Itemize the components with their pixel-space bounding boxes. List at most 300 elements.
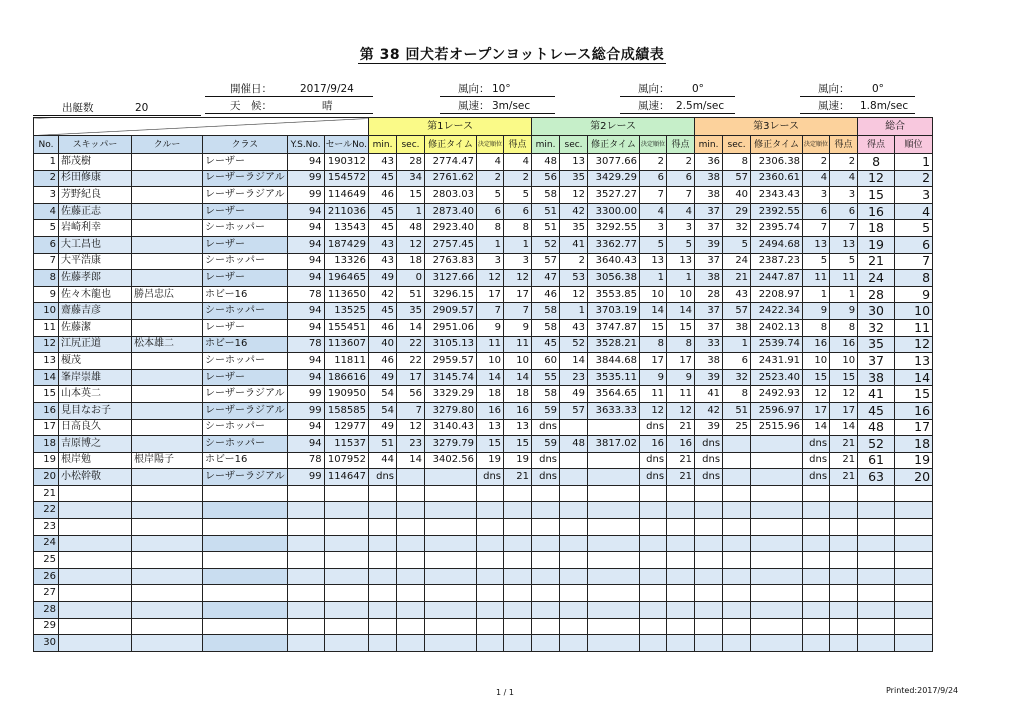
cell-crew (132, 187, 203, 204)
cell-crew (132, 535, 203, 552)
cell-r1-min: 54 (369, 402, 397, 419)
cell-sail (324, 568, 368, 585)
cell-no: 17 (34, 419, 59, 436)
cell-r3-min: dns (695, 436, 723, 453)
table-row (34, 568, 933, 585)
cell-place (895, 552, 933, 569)
cell-r3-rank: dns (803, 452, 830, 469)
cell-r2-points: 14 (667, 303, 695, 320)
race1-wind-speed: 3m/sec (492, 100, 531, 112)
cell-r1-corrected: 3145.74 (425, 369, 477, 386)
cell-r1-corrected: 2923.40 (425, 220, 477, 237)
cell-r1-corrected (425, 469, 477, 486)
cell-r1-points: 6 (504, 203, 532, 220)
cell-skipper: 佐々木龍也 (59, 286, 132, 303)
cell-sail: 187429 (324, 236, 368, 253)
cell-r1-sec: 34 (397, 170, 425, 187)
col-ys: Y.S.No. (287, 136, 324, 154)
cell-no: 21 (34, 485, 59, 502)
cell-sail (324, 485, 368, 502)
cell-r2-rank: dns (640, 469, 667, 486)
cell-crew (132, 303, 203, 320)
table-row (34, 203, 933, 220)
cell-sail: 196465 (324, 270, 368, 287)
cell-r1-rank: 10 (477, 353, 504, 370)
cell-r3-points: 8 (830, 319, 858, 336)
cell-r1-rank: 9 (477, 319, 504, 336)
cell-r3-sec: 57 (723, 303, 751, 320)
cell-r1-corrected: 2873.40 (425, 203, 477, 220)
cell-r1-points (504, 535, 532, 552)
cell-place (895, 635, 933, 652)
overall-header: 総合 (858, 118, 933, 136)
cell-r2-points (667, 568, 695, 585)
cell-r1-points: 7 (504, 303, 532, 320)
cell-r2-sec (560, 535, 588, 552)
cell-ys: 94 (287, 353, 324, 370)
cell-skipper (59, 585, 132, 602)
cell-r1-min: 42 (369, 286, 397, 303)
cell-skipper: 岩崎利幸 (59, 220, 132, 237)
cell-class: レーザー (203, 319, 288, 336)
date-label: 開催日： (230, 83, 272, 95)
cell-r3-rank: 15 (803, 369, 830, 386)
cell-no: 5 (34, 220, 59, 237)
cell-r1-min (369, 635, 397, 652)
cell-r3-sec (723, 436, 751, 453)
cell-no: 25 (34, 552, 59, 569)
cell-r1-rank: 14 (477, 369, 504, 386)
cell-class: レーザー (203, 369, 288, 386)
cell-sail: 190312 (324, 154, 368, 171)
col-no: No. (34, 136, 59, 154)
cell-r3-sec: 6 (723, 353, 751, 370)
cell-r3-min (695, 535, 723, 552)
cell-crew (132, 502, 203, 519)
cell-r1-sec (397, 585, 425, 602)
cell-r3-points: 17 (830, 402, 858, 419)
results-table (33, 117, 933, 652)
cell-class: レーザーラジアル (203, 402, 288, 419)
cell-r3-rank (803, 535, 830, 552)
cell-r3-sec: 38 (723, 319, 751, 336)
cell-r3-points: 4 (830, 170, 858, 187)
cell-r3-corrected: 2387.23 (751, 253, 803, 270)
cell-r2-min (532, 485, 560, 502)
cell-r1-corrected: 2763.83 (425, 253, 477, 270)
table-row (34, 535, 933, 552)
race2-wind-dir-label: 風向： (638, 83, 670, 95)
cell-r1-min (369, 552, 397, 569)
cell-no: 22 (34, 502, 59, 519)
cell-ys: 94 (287, 220, 324, 237)
cell-r2-corrected (588, 585, 640, 602)
cell-r3-rank: dns (803, 436, 830, 453)
cell-r2-points: 15 (667, 319, 695, 336)
cell-sail: 13543 (324, 220, 368, 237)
cell-r1-min: 44 (369, 452, 397, 469)
cell-r1-rank: 11 (477, 336, 504, 353)
cell-ys (287, 618, 324, 635)
cell-r2-rank: 3 (640, 220, 667, 237)
cell-ys (287, 552, 324, 569)
cell-r3-corrected (751, 436, 803, 453)
cell-r3-min: 39 (695, 369, 723, 386)
cell-r1-corrected (425, 552, 477, 569)
cell-no: 26 (34, 568, 59, 585)
cell-crew (132, 419, 203, 436)
cell-skipper: 吉原博之 (59, 436, 132, 453)
cell-r2-sec: 35 (560, 170, 588, 187)
cell-r1-rank (477, 602, 504, 619)
cell-r2-points (667, 502, 695, 519)
cell-r1-sec (397, 502, 425, 519)
cell-r3-corrected (751, 602, 803, 619)
cell-r3-corrected: 2539.74 (751, 336, 803, 353)
cell-r1-points: 5 (504, 187, 532, 204)
cell-r3-min: 37 (695, 220, 723, 237)
cell-r3-min: 38 (695, 187, 723, 204)
cell-total-points: 28 (858, 286, 895, 303)
table-row (34, 220, 933, 237)
cell-r1-points: 9 (504, 319, 532, 336)
cell-place: 12 (895, 336, 933, 353)
cell-r3-rank (803, 485, 830, 502)
cell-r1-rank: 19 (477, 452, 504, 469)
cell-r3-min: dns (695, 452, 723, 469)
cell-r1-corrected: 3140.43 (425, 419, 477, 436)
race3-wind-dir: 0° (872, 83, 884, 95)
cell-r3-min (695, 585, 723, 602)
cell-ys: 99 (287, 469, 324, 486)
cell-r3-corrected (751, 485, 803, 502)
cell-r2-min: 58 (532, 319, 560, 336)
col-r3-min: min. (695, 136, 723, 154)
cell-r1-corrected: 2909.57 (425, 303, 477, 320)
cell-r1-sec: 22 (397, 353, 425, 370)
cell-r3-min: 39 (695, 236, 723, 253)
cell-skipper (59, 602, 132, 619)
cell-r3-rank (803, 635, 830, 652)
cell-sail: 107952 (324, 452, 368, 469)
cell-r2-points (667, 618, 695, 635)
cell-r3-rank: 1 (803, 286, 830, 303)
cell-r1-rank (477, 485, 504, 502)
cell-r2-rank: 9 (640, 369, 667, 386)
cell-r1-points: 3 (504, 253, 532, 270)
cell-sail: 211036 (324, 203, 368, 220)
cell-r3-corrected: 2306.38 (751, 154, 803, 171)
cell-total-points: 32 (858, 319, 895, 336)
cell-r2-min (532, 502, 560, 519)
table-row (34, 187, 933, 204)
cell-total-points: 38 (858, 369, 895, 386)
cell-r2-min: dns (532, 452, 560, 469)
cell-r3-min: 36 (695, 154, 723, 171)
cell-r2-rank: 5 (640, 236, 667, 253)
cell-r3-corrected (751, 618, 803, 635)
cell-r2-min (532, 602, 560, 619)
cell-r1-min: 45 (369, 203, 397, 220)
cell-sail: 114647 (324, 469, 368, 486)
cell-r1-sec (397, 602, 425, 619)
cell-r3-rank (803, 519, 830, 536)
cell-r2-corrected: 3077.66 (588, 154, 640, 171)
cell-no: 6 (34, 236, 59, 253)
cell-r1-rank: 13 (477, 419, 504, 436)
cell-r1-min (369, 519, 397, 536)
cell-r2-corrected (588, 419, 640, 436)
cell-total-points: 48 (858, 419, 895, 436)
cell-r3-sec: 57 (723, 170, 751, 187)
cell-total-points: 35 (858, 336, 895, 353)
cell-place: 13 (895, 353, 933, 370)
cell-r3-points (830, 502, 858, 519)
col-skipper: スキッパー (59, 136, 132, 154)
cell-r1-corrected: 3402.56 (425, 452, 477, 469)
cell-r1-sec: 56 (397, 386, 425, 403)
cell-r3-min: 37 (695, 253, 723, 270)
cell-r3-corrected: 2395.74 (751, 220, 803, 237)
cell-r2-rank: 14 (640, 303, 667, 320)
date-value: 2017/9/24 (300, 83, 354, 95)
cell-r1-points: 18 (504, 386, 532, 403)
cell-r1-points: 13 (504, 419, 532, 436)
cell-r2-points: 12 (667, 402, 695, 419)
cell-r1-points: 14 (504, 369, 532, 386)
cell-place: 2 (895, 170, 933, 187)
cell-r3-sec: 32 (723, 369, 751, 386)
cell-r2-rank: dns (640, 452, 667, 469)
cell-crew (132, 602, 203, 619)
cell-skipper (59, 618, 132, 635)
cell-r2-points (667, 519, 695, 536)
cell-r1-rank (477, 535, 504, 552)
cell-r3-corrected: 2208.97 (751, 286, 803, 303)
col-r1-sec: sec. (397, 136, 425, 154)
table-row (34, 303, 933, 320)
cell-r2-corrected (588, 469, 640, 486)
cell-r3-points (830, 618, 858, 635)
cell-r3-min: 42 (695, 402, 723, 419)
cell-no: 11 (34, 319, 59, 336)
cell-r3-corrected (751, 469, 803, 486)
cell-r2-points: 17 (667, 353, 695, 370)
cell-r1-corrected (425, 602, 477, 619)
cell-r2-corrected: 3640.43 (588, 253, 640, 270)
cell-r1-corrected: 2803.03 (425, 187, 477, 204)
cell-r1-points (504, 618, 532, 635)
cell-ys (287, 485, 324, 502)
cell-ys: 99 (287, 187, 324, 204)
cell-r3-sec: 21 (723, 270, 751, 287)
cell-r2-sec (560, 602, 588, 619)
cell-r1-points (504, 602, 532, 619)
table-row (34, 452, 933, 469)
cell-total-points: 18 (858, 220, 895, 237)
cell-sail: 190950 (324, 386, 368, 403)
race3-wind-speed: 1.8m/sec (860, 100, 909, 112)
cell-ys (287, 502, 324, 519)
cell-r1-sec: 23 (397, 436, 425, 453)
cell-ys: 94 (287, 270, 324, 287)
cell-r2-min: 48 (532, 154, 560, 171)
cell-skipper: 大平浩康 (59, 253, 132, 270)
cell-r2-corrected (588, 519, 640, 536)
cell-r3-points: 15 (830, 369, 858, 386)
cell-r2-sec (560, 469, 588, 486)
cell-total-points: 41 (858, 386, 895, 403)
cell-r1-corrected: 2757.45 (425, 236, 477, 253)
table-row (34, 402, 933, 419)
cell-r1-rank: 16 (477, 402, 504, 419)
cell-r3-rank (803, 585, 830, 602)
cell-r1-sec (397, 535, 425, 552)
cell-place: 1 (895, 154, 933, 171)
cell-r3-sec (723, 452, 751, 469)
cell-r3-sec: 40 (723, 187, 751, 204)
cell-crew (132, 319, 203, 336)
cell-r3-sec (723, 535, 751, 552)
cell-r1-sec: 18 (397, 253, 425, 270)
cell-r2-rank: 12 (640, 402, 667, 419)
cell-r2-points (667, 602, 695, 619)
cell-r2-corrected (588, 452, 640, 469)
cell-sail (324, 585, 368, 602)
cell-no: 13 (34, 353, 59, 370)
cell-skipper: 佐藤正志 (59, 203, 132, 220)
cell-r3-points: 6 (830, 203, 858, 220)
cell-total-points: 45 (858, 402, 895, 419)
cell-skipper: 小松幹敬 (59, 469, 132, 486)
cell-total-points (858, 485, 895, 502)
cell-r3-points: 3 (830, 187, 858, 204)
cell-total-points (858, 535, 895, 552)
cell-ys: 94 (287, 303, 324, 320)
cell-class (203, 502, 288, 519)
cell-r3-sec: 43 (723, 286, 751, 303)
cell-crew (132, 353, 203, 370)
cell-r3-points (830, 519, 858, 536)
cell-ys: 99 (287, 402, 324, 419)
cell-r2-corrected (588, 568, 640, 585)
cell-ys (287, 585, 324, 602)
cell-r3-points (830, 485, 858, 502)
cell-r3-corrected (751, 552, 803, 569)
cell-r2-corrected: 3056.38 (588, 270, 640, 287)
cell-skipper: 峯岸崇雄 (59, 369, 132, 386)
cell-no: 2 (34, 170, 59, 187)
page-number: 1 / 1 (496, 688, 514, 697)
cell-crew (132, 369, 203, 386)
cell-r1-sec: 28 (397, 154, 425, 171)
cell-no: 19 (34, 452, 59, 469)
cell-r2-sec: 42 (560, 203, 588, 220)
cell-r3-corrected: 2343.43 (751, 187, 803, 204)
cell-r3-rank: 6 (803, 203, 830, 220)
cell-r1-min (369, 618, 397, 635)
cell-r3-corrected: 2492.93 (751, 386, 803, 403)
cell-total-points: 30 (858, 303, 895, 320)
cell-r3-points: 2 (830, 154, 858, 171)
cell-r3-sec (723, 568, 751, 585)
cell-ys (287, 568, 324, 585)
cell-r1-min: 49 (369, 369, 397, 386)
cell-r2-rank (640, 502, 667, 519)
cell-skipper: 齋藤吉彦 (59, 303, 132, 320)
cell-class: シーホッパー (203, 253, 288, 270)
cell-r3-min: 39 (695, 419, 723, 436)
cell-r2-rank: 6 (640, 170, 667, 187)
col-crew: クルー (132, 136, 203, 154)
cell-r1-min: 43 (369, 236, 397, 253)
cell-r1-corrected: 3329.29 (425, 386, 477, 403)
cell-r2-sec (560, 585, 588, 602)
cell-r2-sec: 53 (560, 270, 588, 287)
cell-crew (132, 618, 203, 635)
cell-r2-rank (640, 485, 667, 502)
cell-r1-rank: 18 (477, 386, 504, 403)
cell-r3-rank (803, 568, 830, 585)
cell-r1-min: 43 (369, 154, 397, 171)
cell-r2-points: 21 (667, 452, 695, 469)
cell-r3-sec (723, 602, 751, 619)
cell-r3-sec (723, 552, 751, 569)
cell-r3-min (695, 502, 723, 519)
cell-r1-rank: 6 (477, 203, 504, 220)
cell-r2-points (667, 535, 695, 552)
table-row (34, 485, 933, 502)
race3-wind-speed-label: 風速： (818, 100, 850, 112)
cell-r3-corrected: 2596.97 (751, 402, 803, 419)
cell-r2-min (532, 618, 560, 635)
cell-r2-points (667, 552, 695, 569)
cell-sail (324, 635, 368, 652)
race1-header: 第1レース (369, 118, 532, 136)
cell-place: 17 (895, 419, 933, 436)
cell-r1-min: dns (369, 469, 397, 486)
cell-place: 4 (895, 203, 933, 220)
cell-crew (132, 552, 203, 569)
cell-r2-points (667, 485, 695, 502)
cell-class: レーザーラジアル (203, 469, 288, 486)
cell-r3-min: 41 (695, 386, 723, 403)
cell-no: 29 (34, 618, 59, 635)
cell-total-points: 63 (858, 469, 895, 486)
cell-r1-corrected (425, 535, 477, 552)
cell-crew (132, 635, 203, 652)
cell-r3-points: 12 (830, 386, 858, 403)
cell-r1-rank (477, 519, 504, 536)
cell-r2-rank: 2 (640, 154, 667, 171)
cell-crew (132, 402, 203, 419)
cell-r2-points: 9 (667, 369, 695, 386)
col-r3-points: 得点 (830, 136, 858, 154)
cell-r1-sec: 48 (397, 220, 425, 237)
table-row (34, 170, 933, 187)
cell-sail: 11537 (324, 436, 368, 453)
table-row (34, 154, 933, 171)
cell-r3-sec (723, 618, 751, 635)
cell-r1-sec (397, 568, 425, 585)
cell-class: シーホッパー (203, 436, 288, 453)
cell-r2-corrected (588, 485, 640, 502)
cell-ys (287, 602, 324, 619)
cell-r2-rank (640, 635, 667, 652)
cell-r2-sec: 12 (560, 187, 588, 204)
cell-sail: 158585 (324, 402, 368, 419)
cell-r2-corrected: 3528.21 (588, 336, 640, 353)
